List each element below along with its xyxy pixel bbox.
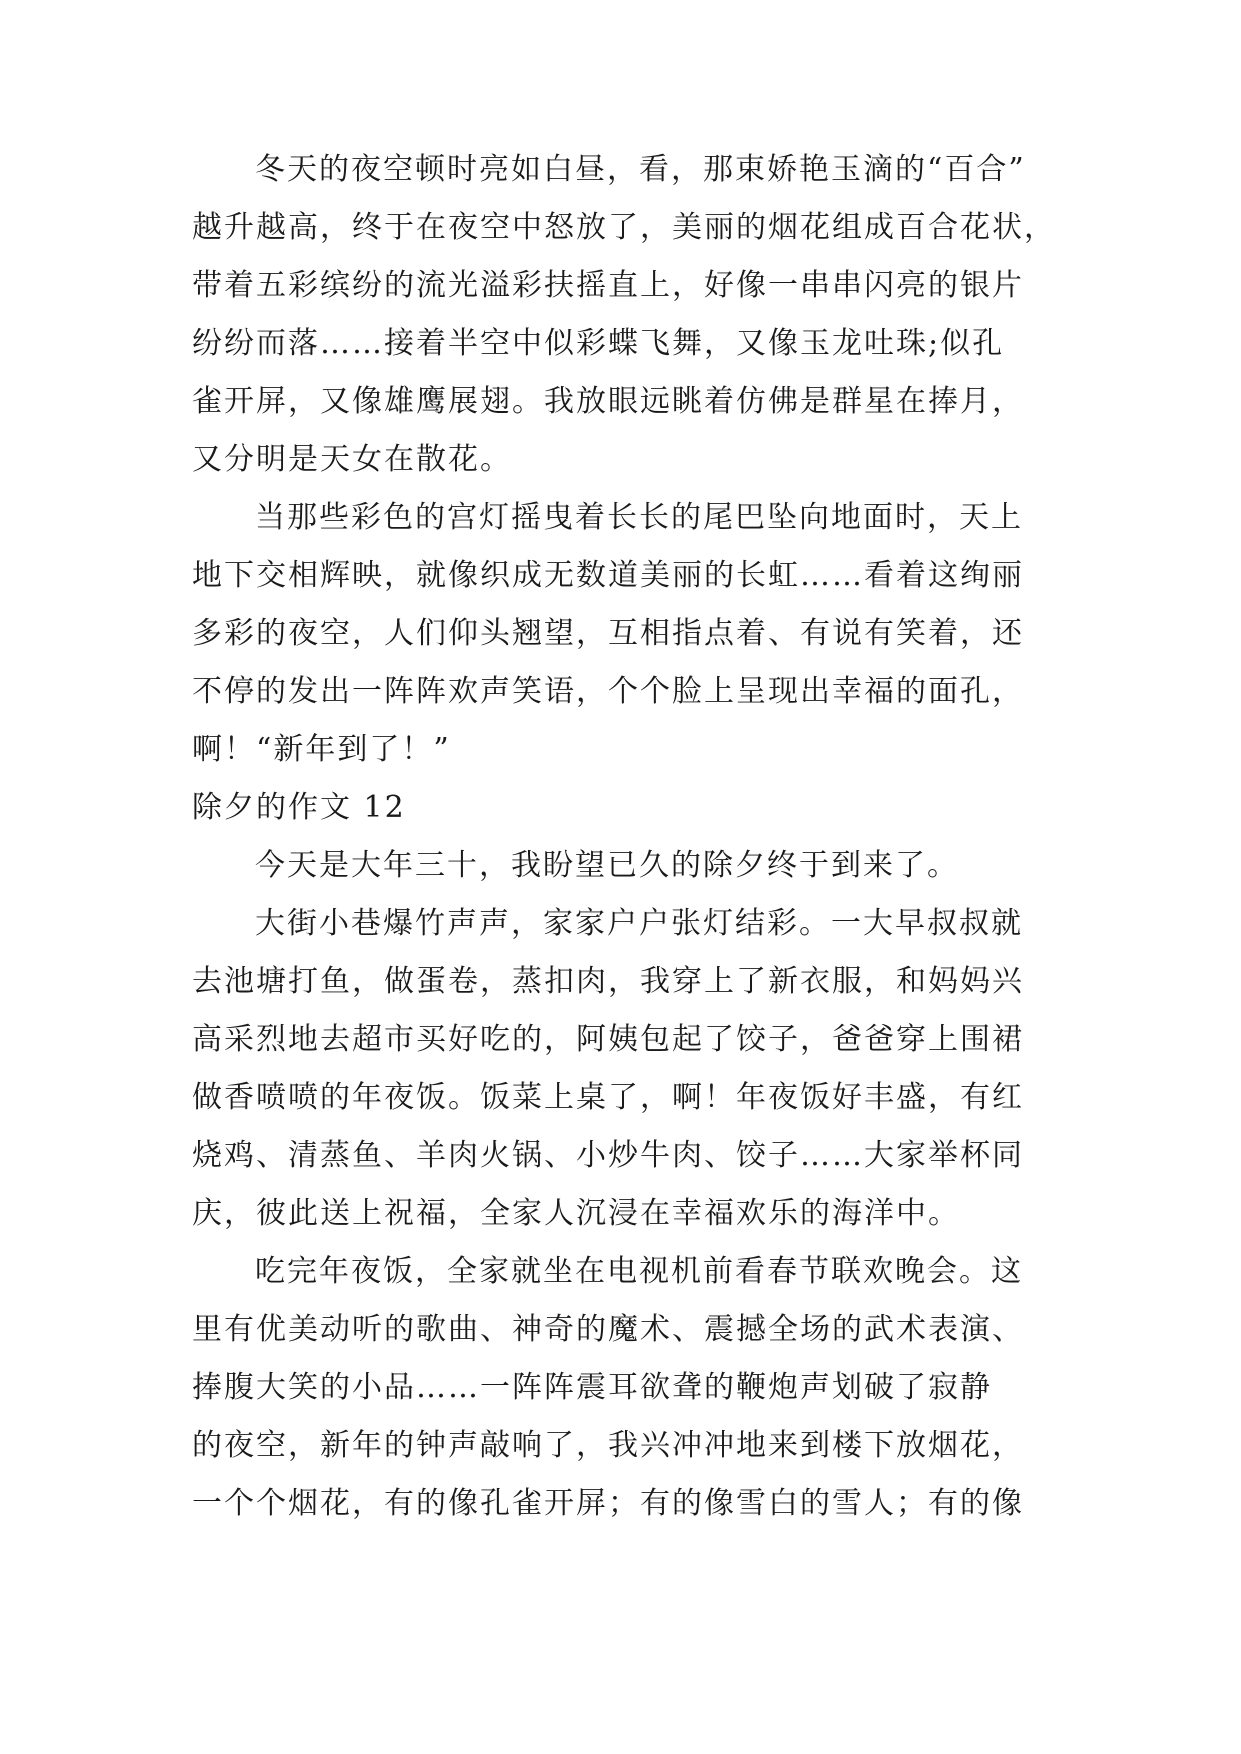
paragraph-line: 多彩的夜空，人们仰头翘望，互相指点着、有说有笑着，还 (192, 616, 1024, 651)
paragraph-line: 当那些彩色的宫灯摇曳着长长的尾巴坠向地面时，天上 (255, 500, 1023, 535)
paragraph-line: 越升越高，终于在夜空中怒放了，美丽的烟花组成百合花状， (192, 210, 1056, 245)
paragraph-line: 啊！“新年到了！” (192, 732, 451, 767)
paragraph-line: 纷纷而落……接着半空中似彩蝶飞舞，又像玉龙吐珠;似孔 (192, 326, 1005, 361)
paragraph-line: 的夜空，新年的钟声敲响了，我兴冲冲地来到楼下放烟花， (192, 1428, 1024, 1463)
paragraph-line: 带着五彩缤纷的流光溢彩扶摇直上，好像一串串闪亮的银片 (192, 268, 1024, 303)
paragraph-line: 又分明是天女在散花。 (192, 442, 512, 477)
paragraph-line: 地下交相辉映，就像织成无数道美丽的长虹……看着这绚丽 (192, 558, 1024, 593)
section-heading: 除夕的作文 12 (192, 790, 406, 825)
paragraph-line: 去池塘打鱼，做蛋卷，蒸扣肉，我穿上了新衣服，和妈妈兴 (192, 964, 1024, 999)
paragraph-line: 捧腹大笑的小品……一阵阵震耳欲聋的鞭炮声划破了寂静 (192, 1370, 992, 1405)
paragraph-line: 大街小巷爆竹声声，家家户户张灯结彩。一大早叔叔就 (255, 906, 1023, 941)
paragraph-line: 吃完年夜饭，全家就坐在电视机前看春节联欢晚会。这 (255, 1254, 1023, 1289)
paragraph-line: 庆，彼此送上祝福，全家人沉浸在幸福欢乐的海洋中。 (192, 1196, 960, 1231)
paragraph-line: 一个个烟花，有的像孔雀开屏；有的像雪白的雪人；有的像 (192, 1486, 1024, 1521)
paragraph-line: 里有优美动听的歌曲、神奇的魔术、震撼全场的武术表演、 (192, 1312, 1024, 1347)
paragraph-line: 高采烈地去超市买好吃的，阿姨包起了饺子，爸爸穿上围裙 (192, 1022, 1024, 1057)
paragraph-line: 今天是大年三十，我盼望已久的除夕终于到来了。 (255, 848, 959, 883)
paragraph-line: 雀开屏，又像雄鹰展翅。我放眼远眺着仿佛是群星在捧月， (192, 384, 1024, 419)
paragraph-line: 做香喷喷的年夜饭。饭菜上桌了，啊！年夜饭好丰盛，有红 (192, 1080, 1024, 1115)
paragraph-line: 不停的发出一阵阵欢声笑语，个个脸上呈现出幸福的面孔， (192, 674, 1024, 709)
paragraph-line: 烧鸡、清蒸鱼、羊肉火锅、小炒牛肉、饺子……大家举杯同 (192, 1138, 1024, 1173)
paragraph-line: 冬天的夜空顿时亮如白昼，看，那束娇艳玉滴的“百合” (255, 152, 1026, 187)
